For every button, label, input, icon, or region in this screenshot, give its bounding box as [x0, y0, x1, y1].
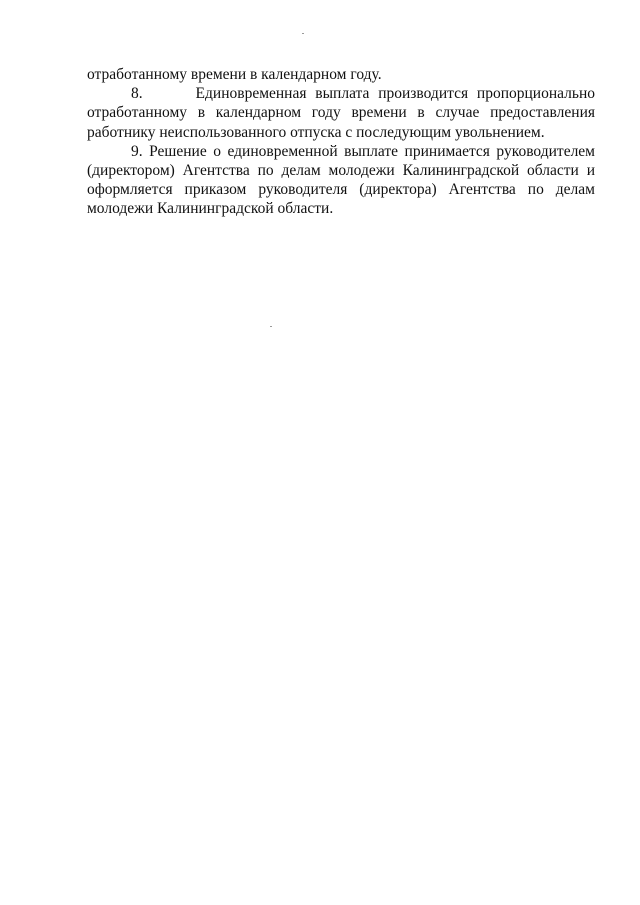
- scan-speck: [302, 33, 304, 34]
- paragraph-continuation: отработанному времени в календарном году.: [87, 66, 382, 83]
- paragraph-item-9: 9. Решение о единовременной выплате принимается руководителем (директором) Агентства по делам молодежи Калининградской области и оформляется приказом руководителя (директора) Агентства по делам молодежи Калининградской области.: [87, 142, 595, 218]
- document-body: [87, 65, 595, 219]
- scan-speck: [270, 326, 272, 327]
- paragraph-item-8: 8. Единовременная выплата производится пропорционально отработанному в календарном году времени в случае предоставления работнику неиспользованного отпуска с последующим увольнением.: [87, 85, 595, 141]
